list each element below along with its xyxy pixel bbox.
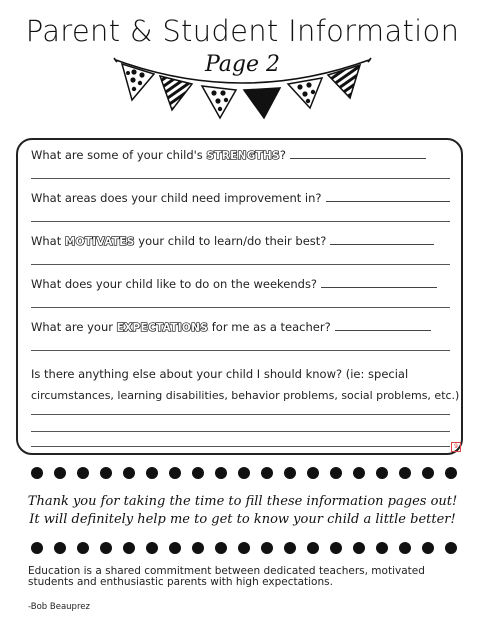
divider-dot — [169, 542, 181, 554]
divider-dot — [146, 467, 158, 479]
divider-dot — [238, 467, 250, 479]
question-motivates: What MOTIVATES your child to learn/do their best? — [31, 234, 434, 248]
question-strengths: What are some of your child's STRENGTHS? — [31, 148, 426, 162]
divider-dot — [307, 542, 319, 554]
question-anything-else-line2: circumstances, learning disabilities, behavior problems, social problems, etc.) — [31, 389, 460, 402]
answer-line-motivates[interactable] — [31, 264, 450, 265]
divider-dot — [422, 542, 434, 554]
divider-dot — [330, 542, 342, 554]
answer-line-expectations[interactable] — [31, 350, 450, 351]
divider-dot — [77, 467, 89, 479]
divider-dot — [31, 467, 43, 479]
dot-divider-bottom — [30, 541, 460, 555]
divider-dot — [353, 467, 365, 479]
answer-line-final-2[interactable] — [31, 431, 450, 432]
answer-line-improvement[interactable] — [31, 221, 450, 222]
divider-dot — [146, 542, 158, 554]
divider-dot — [445, 542, 457, 554]
divider-dot — [169, 467, 181, 479]
divider-dot — [261, 542, 273, 554]
divider-dot — [376, 467, 388, 479]
divider-dot — [31, 542, 43, 554]
divider-dot — [284, 542, 296, 554]
answer-blank-inline[interactable] — [326, 191, 450, 202]
divider-dot — [261, 467, 273, 479]
divider-dot — [215, 542, 227, 554]
divider-dot — [238, 542, 250, 554]
quote-author: -Bob Beauprez — [28, 602, 90, 612]
divider-dot — [123, 542, 135, 554]
divider-dot — [399, 542, 411, 554]
page-title: Parent & Student Information — [25, 14, 460, 48]
question-improvement: What areas does your child need improvement in? — [31, 191, 450, 205]
answer-line-strengths[interactable] — [31, 178, 450, 179]
divider-dot — [123, 467, 135, 479]
divider-dot — [376, 542, 388, 554]
divider-dot — [100, 542, 112, 554]
divider-dot — [215, 467, 227, 479]
divider-dot — [284, 467, 296, 479]
education-quote: Education is a shared commitment between dedicated teachers, motivated students and enthusiastic parents with high expectations. — [28, 565, 425, 588]
answer-line-final-3[interactable] — [31, 446, 450, 447]
answer-blank-inline[interactable] — [335, 320, 431, 331]
divider-dot — [54, 467, 66, 479]
answer-blank-inline[interactable] — [330, 234, 434, 245]
question-anything-else-line1: Is there anything else about your child I should know? (ie: special — [31, 367, 409, 381]
divider-dot — [77, 542, 89, 554]
dot-divider-top — [30, 466, 460, 480]
highlight-strengths: STRENGTHS — [206, 150, 280, 162]
divider-dot — [330, 467, 342, 479]
divider-dot — [353, 542, 365, 554]
answer-blank-inline[interactable] — [321, 277, 437, 288]
thank-you-line1: Thank you for taking the time to fill these information pages out! — [27, 494, 458, 509]
question-weekends: What does your child like to do on the weekends? — [31, 277, 437, 291]
highlight-motivates: MOTIVATES — [64, 236, 135, 248]
page-number: 9 — [451, 442, 461, 452]
thank-you-line2: It will definitely help me to get to know your child a little better! — [29, 512, 456, 527]
answer-line-final-1[interactable] — [31, 414, 450, 415]
divider-dot — [100, 467, 112, 479]
divider-dot — [399, 467, 411, 479]
divider-dot — [422, 467, 434, 479]
divider-dot — [307, 467, 319, 479]
question-expectations: What are your EXPECTATIONS for me as a teacher? — [31, 320, 431, 334]
divider-dot — [445, 467, 457, 479]
divider-dot — [192, 542, 204, 554]
answer-line-weekends[interactable] — [31, 307, 450, 308]
questions-frame — [16, 138, 463, 455]
highlight-expectations: EXPECTATIONS — [116, 322, 209, 334]
page-subtitle: Page 2 — [204, 52, 281, 77]
divider-dot — [192, 467, 204, 479]
divider-dot — [54, 542, 66, 554]
answer-blank-inline[interactable] — [290, 148, 426, 159]
